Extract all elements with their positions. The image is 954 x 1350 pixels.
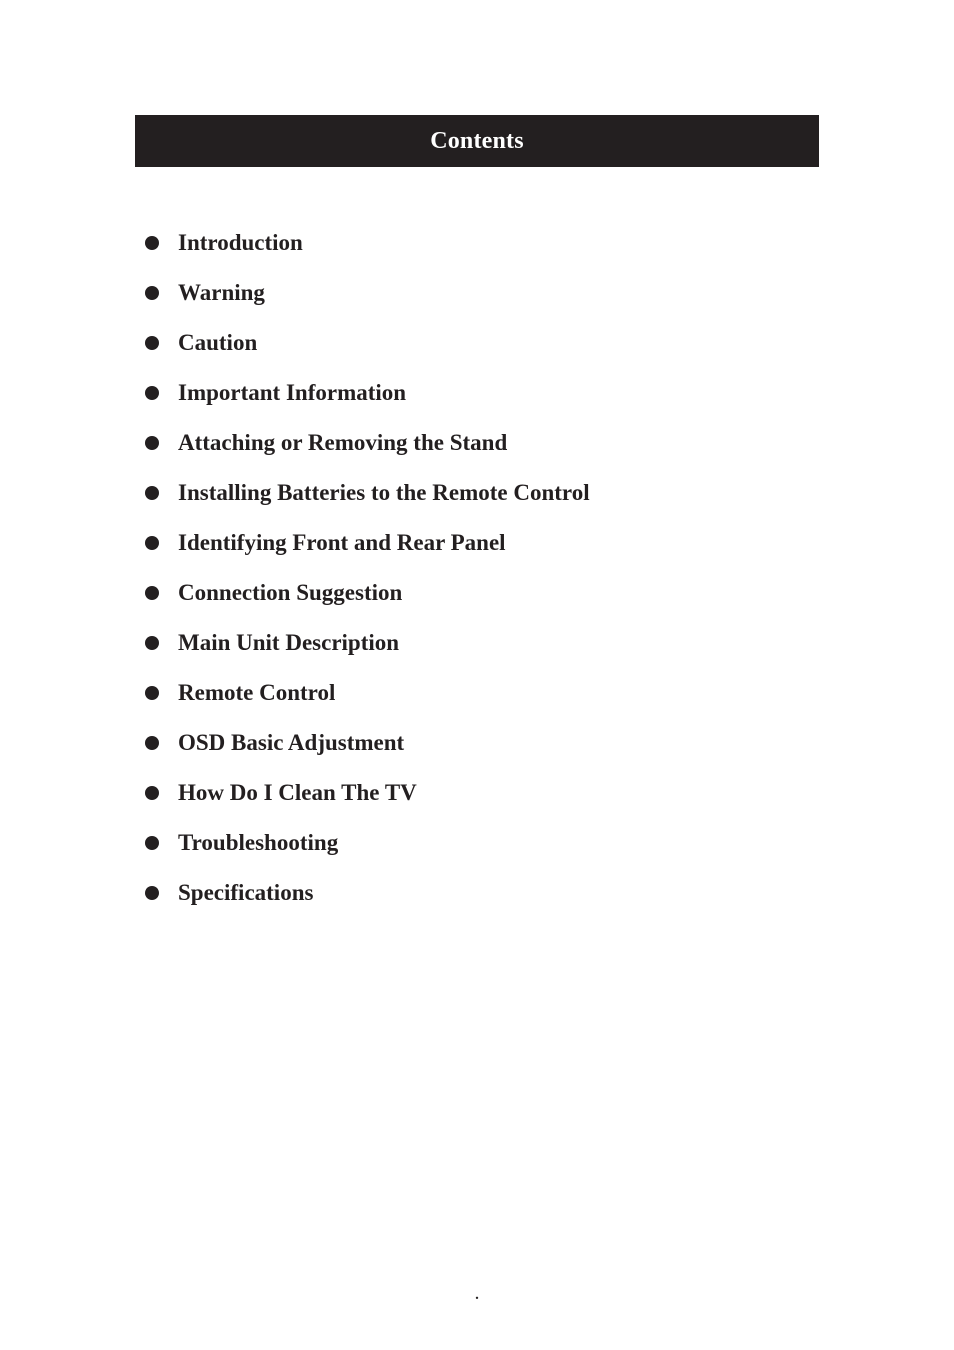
toc-item-introduction[interactable] <box>145 227 590 277</box>
toc-item-label: Specifications <box>178 880 314 905</box>
bullet-icon <box>145 386 159 400</box>
toc-item-important-information[interactable] <box>145 377 590 427</box>
bullet-icon <box>145 586 159 600</box>
page-title: Contents <box>430 127 524 154</box>
bullet-icon <box>145 536 159 550</box>
bullet-icon <box>145 236 159 250</box>
toc-item-label: Troubleshooting <box>178 830 339 855</box>
toc-item-connection-suggestion[interactable] <box>145 577 590 627</box>
toc-item-label: Identifying Front and Rear Panel <box>178 530 506 555</box>
bullet-icon <box>145 286 159 300</box>
bullet-icon <box>145 336 159 350</box>
bullet-icon <box>145 736 159 750</box>
toc-item-panels[interactable] <box>145 527 590 577</box>
toc-item-cleaning[interactable] <box>145 777 590 827</box>
toc-item-label: Installing Batteries to the Remote Control <box>178 480 590 505</box>
toc-item-label: Introduction <box>178 230 303 255</box>
toc-item-main-unit[interactable] <box>145 627 590 677</box>
toc-item-label: OSD Basic Adjustment <box>178 730 405 755</box>
toc-item-label: Warning <box>178 280 265 305</box>
toc-item-label: How Do I Clean The TV <box>178 780 417 805</box>
bullet-icon <box>145 636 159 650</box>
toc-item-osd[interactable] <box>145 727 590 777</box>
toc-item-caution[interactable] <box>145 327 590 377</box>
toc-item-label: Caution <box>178 330 258 355</box>
page-number: . <box>474 1282 480 1304</box>
toc-item-label: Remote Control <box>178 680 336 705</box>
toc-item-stand[interactable] <box>145 427 590 477</box>
bullet-icon <box>145 886 159 900</box>
contents-header-bar <box>135 115 819 167</box>
table-of-contents <box>145 227 590 927</box>
toc-item-batteries[interactable] <box>145 477 590 527</box>
toc-item-label: Connection Suggestion <box>178 580 403 605</box>
toc-item-label: Important Information <box>178 380 407 405</box>
bullet-icon <box>145 436 159 450</box>
bullet-icon <box>145 686 159 700</box>
bullet-icon <box>145 486 159 500</box>
toc-item-label: Main Unit Description <box>178 630 400 655</box>
toc-item-warning[interactable] <box>145 277 590 327</box>
bullet-icon <box>145 786 159 800</box>
bullet-icon <box>145 836 159 850</box>
toc-item-remote-control[interactable] <box>145 677 590 727</box>
toc-item-specifications[interactable] <box>145 877 590 927</box>
toc-item-troubleshooting[interactable] <box>145 827 590 877</box>
toc-item-label: Attaching or Removing the Stand <box>178 430 508 455</box>
